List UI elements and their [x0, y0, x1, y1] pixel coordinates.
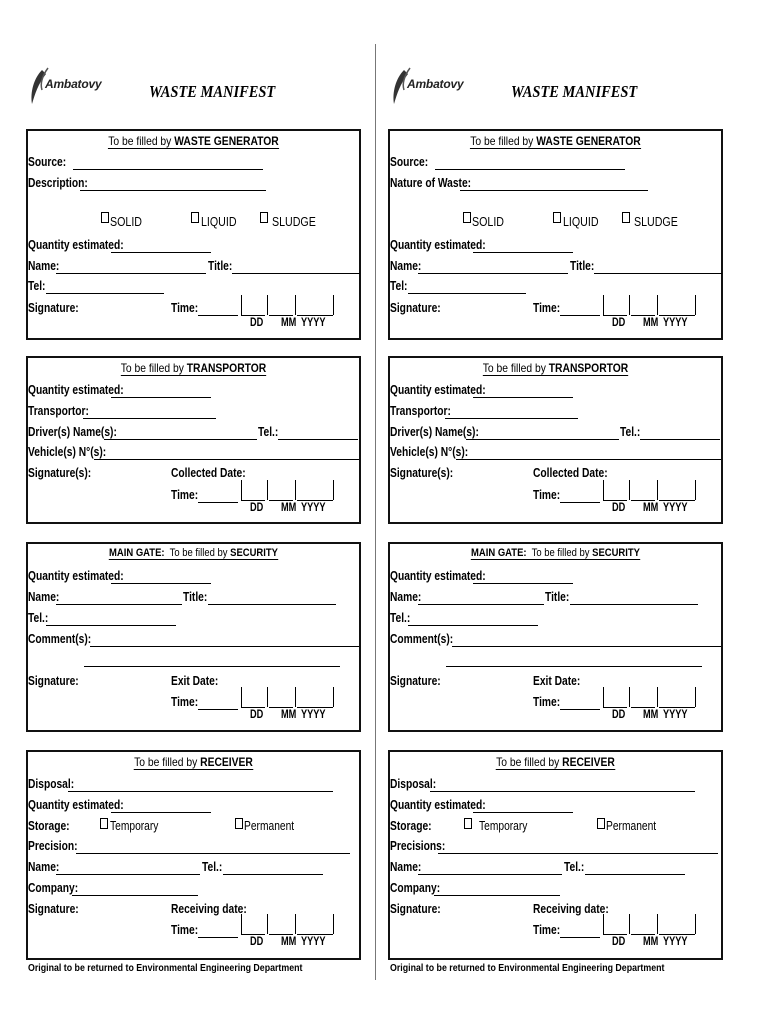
date-mm-label: MM [281, 502, 297, 514]
date-mm-label: MM [643, 709, 659, 721]
section-header: To be filled by TRANSPORTOR [482, 361, 629, 375]
title-label: Title: [183, 590, 208, 604]
section-header: To be filled by WASTE GENERATOR [470, 134, 641, 148]
date-yyyy-label: YYYY [663, 936, 688, 948]
quantity-label: Quantity estimated: [390, 238, 486, 252]
section-transportor [26, 356, 361, 524]
section-security [388, 542, 723, 732]
vehicles-field[interactable] [94, 459, 359, 460]
comment-label: Comment(s): [28, 632, 92, 646]
column-divider [375, 44, 376, 980]
permanent-label: Permanent [606, 819, 657, 833]
tel-label: Tel.: [564, 860, 585, 874]
date-dd-label: DD [250, 709, 264, 721]
quantity-field[interactable] [473, 252, 573, 253]
tel-field[interactable] [46, 625, 176, 626]
permanent-label: Permanent [244, 819, 295, 833]
name-field[interactable] [418, 273, 568, 274]
title-label: Title: [545, 590, 570, 604]
vehicles-label: Vehicle(s) N°(s): [390, 445, 469, 459]
section-security [26, 542, 361, 732]
section-transportor [388, 356, 723, 524]
time-field[interactable] [560, 709, 600, 710]
date-yyyy-label: YYYY [663, 709, 688, 721]
tel-label: Tel: [390, 279, 408, 293]
description-field[interactable] [80, 190, 266, 191]
comment-label: Comment(s): [390, 632, 454, 646]
receiving-date-label: Receiving date: [533, 902, 609, 916]
date-mm-label: MM [643, 502, 659, 514]
date-mm-label: MM [281, 709, 297, 721]
time-label: Time: [171, 923, 199, 937]
time-field[interactable] [560, 937, 600, 938]
date-mm-label: MM [281, 936, 297, 948]
temporary-checkbox[interactable] [100, 818, 108, 829]
transportor-field[interactable] [83, 418, 216, 419]
tel-label: Tel.: [620, 425, 641, 439]
section-waste-generator [26, 129, 361, 340]
title-field[interactable] [208, 604, 336, 605]
logo-text: Ambatovy [407, 77, 464, 91]
quantity-label: Quantity estimated: [390, 569, 486, 583]
solid-label: SOLID [110, 214, 142, 229]
collected-date-label: Collected Date: [533, 466, 608, 480]
transportor-label: Transportor: [390, 404, 451, 418]
quantity-field[interactable] [473, 397, 573, 398]
name-label: Name: [28, 860, 60, 874]
collected-date-label: Collected Date: [171, 466, 246, 480]
tel-label: Tel.: [390, 611, 411, 625]
vehicles-label: Vehicle(s) N°(s): [28, 445, 107, 459]
tel-field[interactable] [408, 625, 538, 626]
signature-label: Signature: [28, 301, 79, 315]
quantity-field[interactable] [473, 812, 573, 813]
time-label: Time: [171, 488, 199, 502]
quantity-label: Quantity estimated: [28, 569, 124, 583]
signatures-label: Signature(s): [28, 466, 92, 480]
date-yyyy-label: YYYY [663, 317, 688, 329]
date-yyyy-label: YYYY [301, 709, 326, 721]
permanent-checkbox[interactable] [235, 818, 243, 829]
tel-field[interactable] [278, 439, 358, 440]
manifest-header [26, 60, 371, 110]
tel-field[interactable] [223, 874, 323, 875]
signature-label: Signature: [28, 674, 79, 688]
storage-label: Storage: [390, 819, 432, 833]
title-field[interactable] [232, 273, 360, 274]
drivers-field[interactable] [466, 439, 619, 440]
date-field[interactable] [241, 914, 361, 950]
transportor-field[interactable] [445, 418, 578, 419]
date-mm-label: MM [643, 317, 659, 329]
sludge-label: SLUDGE [634, 214, 678, 229]
sludge-label: SLUDGE [272, 214, 316, 229]
company-label: Company: [390, 881, 441, 895]
solid-checkbox[interactable] [463, 212, 471, 223]
time-field[interactable] [198, 709, 238, 710]
footer-note: Original to be returned to Environmental Engineering Department [390, 962, 665, 974]
date-dd-label: DD [612, 936, 626, 948]
storage-label: Storage: [28, 819, 70, 833]
signature-label: Signature: [390, 902, 441, 916]
time-label: Time: [533, 488, 561, 502]
liquid-label: LIQUID [563, 214, 599, 229]
signatures-label: Signature(s): [390, 466, 454, 480]
quantity-label: Quantity estimated: [390, 798, 486, 812]
section-receiver [388, 750, 723, 960]
exit-date-label: Exit Date: [533, 674, 581, 688]
document-title: WASTE MANIFEST [511, 82, 638, 101]
time-field[interactable] [198, 502, 238, 503]
date-field[interactable] [241, 295, 361, 331]
time-label: Time: [533, 923, 561, 937]
time-field[interactable] [198, 937, 238, 938]
section-header: MAIN GATE: To be filled by SECURITY [471, 547, 640, 559]
name-label: Name: [390, 259, 422, 273]
precision-field[interactable] [438, 853, 718, 854]
tel-label: Tel.: [258, 425, 279, 439]
disposal-field[interactable] [430, 791, 695, 792]
logo-text: Ambatovy [45, 77, 102, 91]
tel-label: Tel: [28, 279, 46, 293]
quantity-field[interactable] [111, 583, 211, 584]
quantity-label: Quantity estimated: [390, 383, 486, 397]
drivers-label: Driver(s) Name(s): [390, 425, 479, 439]
name-field[interactable] [56, 273, 206, 274]
quantity-label: Quantity estimated: [28, 238, 124, 252]
date-dd-label: DD [612, 317, 626, 329]
tel-field[interactable] [585, 874, 685, 875]
signature-label: Signature: [28, 902, 79, 916]
time-field[interactable] [560, 315, 600, 316]
tel-label: Tel.: [28, 611, 49, 625]
name-label: Name: [28, 259, 60, 273]
name-label: Name: [390, 590, 422, 604]
time-label: Time: [533, 695, 561, 709]
vehicles-field[interactable] [456, 459, 721, 460]
date-dd-label: DD [250, 936, 264, 948]
precision-label: Precisions: [390, 839, 446, 853]
title-field[interactable] [594, 273, 722, 274]
date-field[interactable] [603, 914, 723, 950]
tel-field[interactable] [408, 293, 526, 294]
section-waste-generator [388, 129, 723, 340]
signature-label: Signature: [390, 301, 441, 315]
date-field[interactable] [241, 687, 361, 723]
disposal-label: Disposal: [390, 777, 437, 791]
source-field[interactable] [435, 169, 625, 170]
description-field[interactable] [460, 190, 648, 191]
company-label: Company: [28, 881, 79, 895]
tel-label: Tel.: [202, 860, 223, 874]
description-label: Nature of Waste: [390, 176, 472, 190]
receiving-date-label: Receiving date: [171, 902, 247, 916]
time-label: Time: [533, 301, 561, 315]
section-header: To be filled by TRANSPORTOR [120, 361, 267, 375]
description-label: Description: [28, 176, 88, 190]
quantity-field[interactable] [111, 252, 211, 253]
drivers-field[interactable] [104, 439, 257, 440]
liquid-label: LIQUID [201, 214, 237, 229]
precision-field[interactable] [76, 853, 350, 854]
manifest-copy-1 [26, 0, 371, 1024]
source-field[interactable] [73, 169, 263, 170]
signature-label: Signature: [390, 674, 441, 688]
date-dd-label: DD [250, 317, 264, 329]
date-field[interactable] [603, 480, 723, 516]
liquid-checkbox[interactable] [191, 212, 199, 223]
section-header: To be filled by RECEIVER [134, 755, 253, 769]
comment-field-line-2[interactable] [446, 666, 702, 667]
time-label: Time: [171, 301, 199, 315]
title-field[interactable] [570, 604, 698, 605]
section-header: To be filled by WASTE GENERATOR [108, 134, 279, 148]
ambatovy-logo [388, 64, 478, 106]
quantity-field[interactable] [111, 812, 211, 813]
time-field[interactable] [198, 315, 238, 316]
transportor-label: Transportor: [28, 404, 89, 418]
solid-label: SOLID [472, 214, 504, 229]
manifest-copy-2 [388, 0, 733, 1024]
section-receiver [26, 750, 361, 960]
ambatovy-logo [26, 64, 116, 106]
quantity-field[interactable] [473, 583, 573, 584]
title-label: Title: [208, 259, 233, 273]
date-yyyy-label: YYYY [301, 936, 326, 948]
sludge-checkbox[interactable] [260, 212, 268, 223]
sludge-checkbox[interactable] [622, 212, 630, 223]
name-field[interactable] [56, 874, 200, 875]
section-header: To be filled by RECEIVER [496, 755, 615, 769]
name-field[interactable] [418, 874, 562, 875]
date-yyyy-label: YYYY [301, 502, 326, 514]
time-label: Time: [171, 695, 199, 709]
date-dd-label: DD [250, 502, 264, 514]
temporary-checkbox[interactable] [464, 818, 472, 829]
solid-checkbox[interactable] [101, 212, 109, 223]
source-label: Source: [390, 155, 429, 169]
name-field[interactable] [418, 604, 544, 605]
source-label: Source: [28, 155, 67, 169]
date-field[interactable] [241, 480, 361, 516]
quantity-label: Quantity estimated: [28, 798, 124, 812]
date-mm-label: MM [281, 317, 297, 329]
tel-field[interactable] [46, 293, 164, 294]
precision-label: Precision: [28, 839, 78, 853]
date-mm-label: MM [643, 936, 659, 948]
name-label: Name: [390, 860, 422, 874]
permanent-checkbox[interactable] [597, 818, 605, 829]
comment-field[interactable] [452, 646, 721, 647]
date-field[interactable] [603, 295, 723, 331]
temporary-label: Temporary [110, 819, 159, 833]
exit-date-label: Exit Date: [171, 674, 219, 688]
date-yyyy-label: YYYY [301, 317, 326, 329]
date-field[interactable] [603, 687, 723, 723]
tel-field[interactable] [640, 439, 720, 440]
section-header: MAIN GATE: To be filled by SECURITY [109, 547, 278, 559]
document-title: WASTE MANIFEST [149, 82, 276, 101]
company-field[interactable] [72, 895, 198, 896]
quantity-label: Quantity estimated: [28, 383, 124, 397]
comment-field[interactable] [90, 646, 359, 647]
footer-note: Original to be returned to Environmental Engineering Department [28, 962, 303, 974]
company-field[interactable] [434, 895, 560, 896]
temporary-label: Temporary [479, 819, 528, 833]
liquid-checkbox[interactable] [553, 212, 561, 223]
manifest-header [388, 60, 733, 110]
name-label: Name: [28, 590, 60, 604]
date-dd-label: DD [612, 709, 626, 721]
name-field[interactable] [56, 604, 182, 605]
title-label: Title: [570, 259, 595, 273]
time-field[interactable] [560, 502, 600, 503]
quantity-field[interactable] [111, 397, 211, 398]
comment-field-line-2[interactable] [84, 666, 340, 667]
drivers-label: Driver(s) Name(s): [28, 425, 117, 439]
disposal-field[interactable] [68, 791, 333, 792]
date-dd-label: DD [612, 502, 626, 514]
disposal-label: Disposal: [28, 777, 75, 791]
date-yyyy-label: YYYY [663, 502, 688, 514]
